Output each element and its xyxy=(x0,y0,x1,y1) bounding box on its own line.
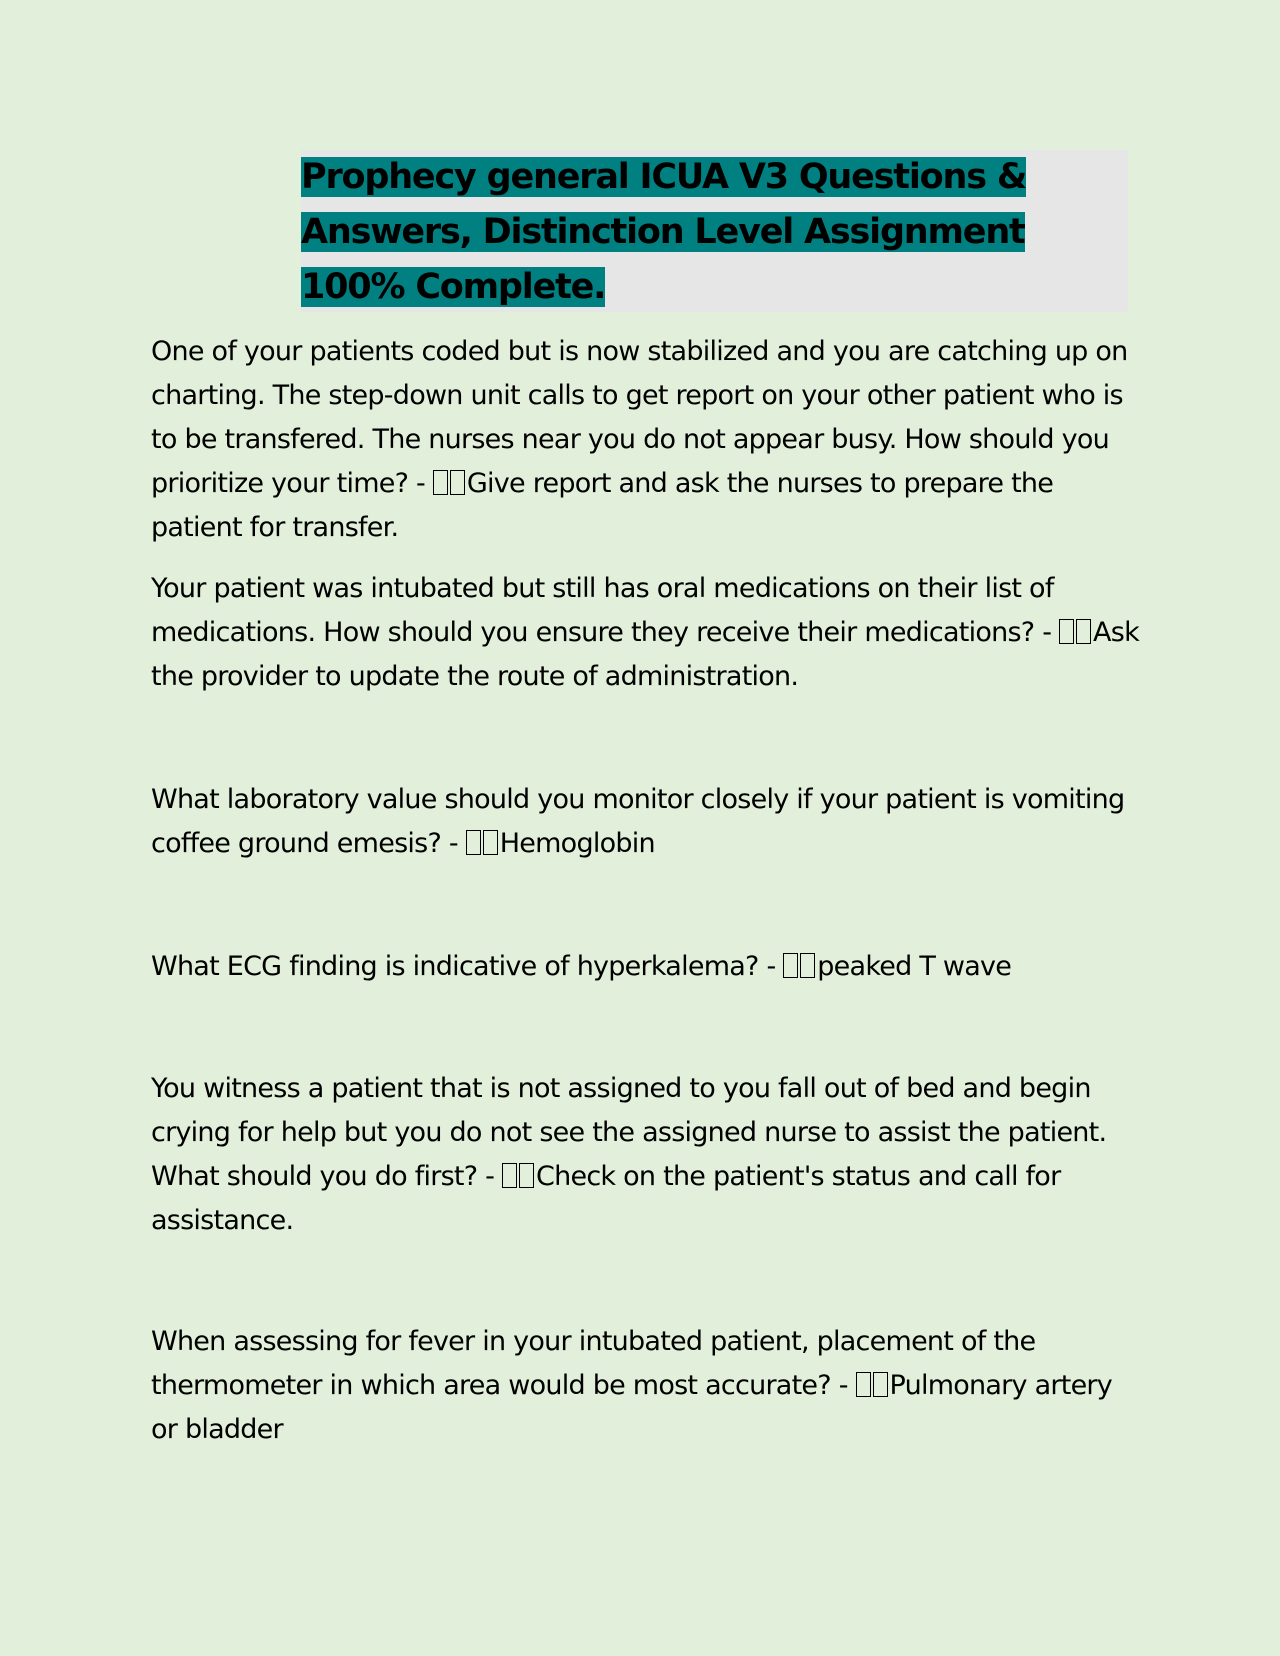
missing-glyph-icon xyxy=(1059,619,1074,644)
qa-question: What ECG finding is indicative of hyperkalema? - xyxy=(151,951,784,982)
qa-answer: Hemoglobin xyxy=(499,828,655,859)
qa-question: One of your patients coded but is now stabilized and you are catching up on charting. The step-down unit calls to get report on your other patient who is to be transfered. The nurses near you do not appear busy. How should you prioritize your time? - xyxy=(151,336,1128,499)
qa-question: You witness a patient that is not assigned to you fall out of bed and begin crying for help but you do not see the assigned nurse to assist the patient. What should you do first? - xyxy=(151,1073,1107,1192)
document-title xyxy=(301,150,1128,315)
qa-answer: peaked T wave xyxy=(817,951,1012,982)
missing-glyph-icon xyxy=(433,470,448,495)
missing-glyph-icon xyxy=(466,830,481,855)
qa-answer: Give report and ask the nurses to prepare the patient for transfer. xyxy=(151,468,1054,543)
qa-item-5 xyxy=(151,1067,1141,1243)
qa-answer: Pulmonary artery or bladder xyxy=(151,1370,1113,1445)
qa-item-6 xyxy=(151,1320,1141,1452)
missing-glyph-icon xyxy=(519,1163,534,1188)
qa-answer: Check on the patient's status and call for assistance. xyxy=(151,1161,1061,1236)
missing-glyph-icon xyxy=(873,1372,888,1397)
qa-question: When assessing for fever in your intubated patient, placement of the thermometer in which area would be most accurate? - xyxy=(151,1326,1036,1401)
qa-item-1 xyxy=(151,330,1141,550)
qa-item-4 xyxy=(151,945,1141,989)
title-highlight: Prophecy general ICUA V3 Questions & Answers, Distinction Level Assignment 100% Complete. xyxy=(301,157,1027,307)
missing-glyph-icon xyxy=(502,1163,517,1188)
missing-glyph-icon xyxy=(450,470,465,495)
qa-question: What laboratory value should you monitor closely if your patient is vomiting coffee ground emesis? - xyxy=(151,784,1125,859)
qa-item-2 xyxy=(151,567,1141,699)
missing-glyph-icon xyxy=(800,953,815,978)
missing-glyph-icon xyxy=(483,830,498,855)
missing-glyph-icon xyxy=(783,953,798,978)
missing-glyph-icon xyxy=(1076,619,1091,644)
qa-item-3 xyxy=(151,778,1141,866)
missing-glyph-icon xyxy=(856,1372,871,1397)
qa-answer: Ask the provider to update the route of administration. xyxy=(151,617,1139,692)
qa-question: Your patient was intubated but still has oral medications on their list of medications. How should you ensure they receive their medications? - xyxy=(151,573,1060,648)
